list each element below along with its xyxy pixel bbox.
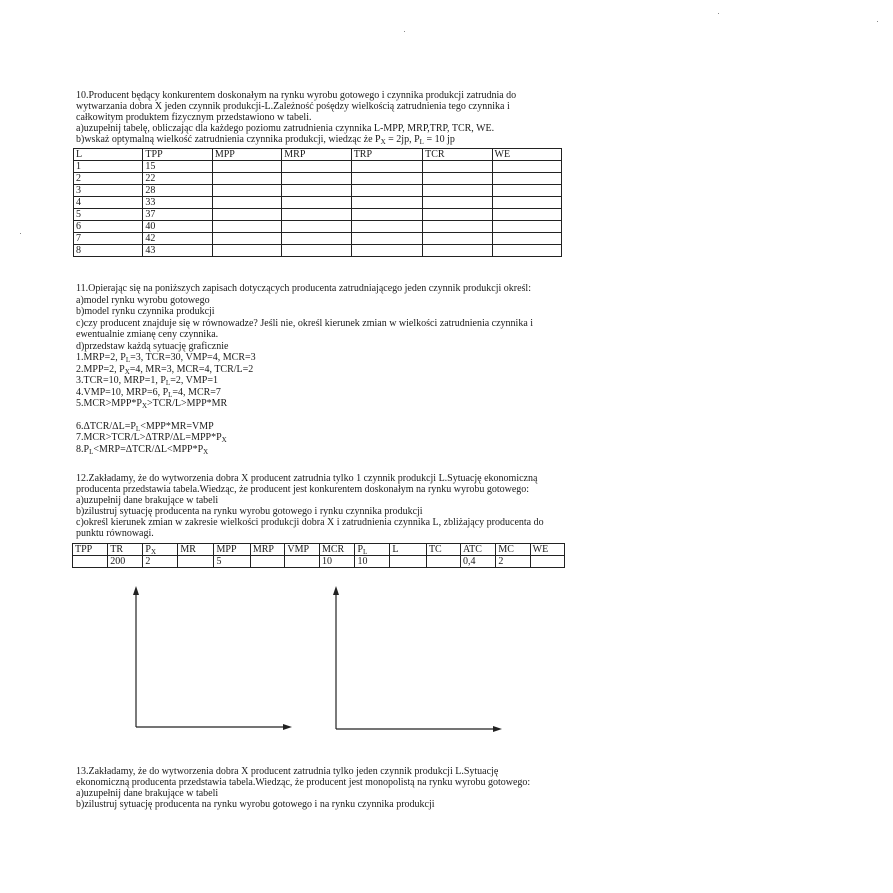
task11-line: b)model rynku czynnika produkcji: [76, 306, 215, 317]
task10-line-b: b)wskaż optymalną wielkość zatrudnienia czynnika produkcji, wiedząc że $P_X = 2jp$, $P_L = 10$ jp: [76, 134, 455, 146]
table-cell: [285, 556, 320, 568]
spacer: [76, 410, 576, 421]
table-row: [74, 161, 562, 173]
table-header-cell: TR: [108, 544, 143, 556]
table-cell: 2: [143, 556, 178, 568]
table-cell: [178, 556, 214, 568]
task11-item: $6.\Delta TCR/\Delta L=P_L<MPP*MR=VMP$: [76, 420, 214, 433]
task12-line: b)zilustruj sytuację producenta na rynku wyrobu gotowego i rynku czynnika produkcji: [76, 506, 423, 517]
table-header-row: [74, 149, 562, 161]
table-header-cell: $P_L$: [355, 544, 390, 556]
table-row: [74, 173, 562, 185]
table-header-cell: VMP: [285, 544, 320, 556]
task12-line: 12.Zakładamy, że do wytworzenia dobra X producent zatrudnia tylko 1 czynnik produkcji L.Sytuację ekonomiczną: [76, 473, 538, 484]
table-row: [73, 556, 565, 568]
table-header-cell: L: [74, 149, 143, 161]
task12-line: c)określ kierunek zmian w zakresie wielkości produkcji dobra X i zatrudnienia czynnika L, zbliżający producenta do: [76, 517, 544, 528]
table-header-cell: MR: [178, 544, 214, 556]
task11-item: 2.MPP=2, $P_X=4$, MR=3, MCR=4, TCR/L=2: [76, 363, 254, 376]
task11-line: ewentualnie zmianę ceny czynnika.: [76, 329, 219, 340]
task10-text: [76, 90, 576, 145]
table-cell: 37: [143, 209, 212, 221]
task13-line: 13.Zakładamy, że do wytworzenia dobra X producent zatrudnia tylko jeden czynnik produkcji L.Sytuację: [76, 766, 499, 777]
table-cell: 0,4: [461, 556, 496, 568]
task13-line: a)uzupełnij dane brakujące w tabeli: [76, 788, 219, 799]
task11-item: $8.P_L<MRP=\Delta TCR/\Delta L<MPP*P_X$: [76, 443, 209, 456]
table-header-cell: MRP: [282, 149, 351, 161]
task11-item: 4.VMP=10, MRP=6, $P_L=4$, MCR=7: [76, 386, 221, 399]
table-row: [74, 197, 562, 209]
table-cell: 43: [143, 245, 212, 257]
table-header-cell: TPP: [73, 544, 108, 556]
task11-line: c)czy producent znajduje się w równowadze? Jeśli nie, określ kierunek zmian w wielkości zatrudnienia czynnika i: [76, 317, 534, 329]
task11-item: 1.MRP=2, $P_L=3$, TCR=30, VMP=4, MCR=3: [76, 352, 256, 364]
table-cell: 6: [74, 221, 143, 233]
task12-line: a)uzupełnij dane brakujące w tabeli: [76, 495, 219, 506]
table-cell: 2: [496, 556, 530, 568]
task12-line: punktu równowagi.: [76, 528, 154, 539]
task11-item: $7.MCR>TCR/L>\Delta TRP/\Delta L=MPP*P_X$: [76, 432, 227, 444]
task11-text: [76, 283, 576, 455]
task10-line: wytwarzania dobra X jeden czynnik produkcji-L.Zależność pośędzy wielkością zatrudnienia tego czynnika i: [76, 101, 510, 112]
table-cell: 2: [74, 173, 143, 185]
table-cell: 15: [143, 161, 212, 173]
table-cell: 200: [108, 556, 143, 568]
x-axis-arrow-icon: [493, 726, 502, 732]
table-header-cell: MPP: [214, 544, 250, 556]
task10-line: a)uzupełnij tabelę, obliczając dla każdego poziomu zatrudnienia czynnika L-MPP, MRP,TRP, TCR, WE.: [76, 123, 495, 134]
table-cell: 5: [214, 556, 250, 568]
table-cell: 28: [143, 185, 212, 197]
table-cell: 8: [74, 245, 143, 257]
table-cell: 42: [143, 233, 212, 245]
table-header-cell: WE: [530, 544, 564, 556]
task13-line: b)zilustruj sytuację producenta na rynku wyrobu gotowego i na rynku czynnika produkcji: [76, 799, 435, 810]
graph-axes-left: [126, 586, 296, 736]
scan-speck: [404, 31, 405, 32]
table-header-cell: MC: [496, 544, 530, 556]
table-cell: [250, 556, 285, 568]
task11-line: 11.Opierając się na poniższych zapisach dotyczących producenta zatrudniającego jeden czynnik produkcji określ:: [76, 283, 531, 294]
task11-item: 3.TCR=10, MRP=1, $P_L=2$, VMP=1: [76, 375, 218, 387]
y-axis-arrow-icon: [333, 586, 339, 595]
table-header-cell: TRP: [351, 149, 422, 161]
table-cell: 33: [143, 197, 212, 209]
task12-table: [72, 543, 565, 568]
table-header-cell: MCR: [319, 544, 355, 556]
task13-text: [76, 766, 576, 810]
table-header-cell: WE: [492, 149, 561, 161]
table-cell: 22: [143, 173, 212, 185]
table-header-cell: L: [390, 544, 427, 556]
task13-line: ekonomiczną producenta przedstawia tabela.Wiedząc, że producent jest monopolistą na rynku wyrobu gotowego:: [76, 777, 531, 788]
table-cell: 10: [319, 556, 355, 568]
y-axis-arrow-icon: [133, 586, 139, 595]
table-row: [74, 209, 562, 221]
task10-table: [73, 148, 562, 257]
task11-line: a)model rynku wyrobu gotowego: [76, 294, 210, 306]
table-row: [74, 245, 562, 257]
x-axis-arrow-icon: [283, 724, 292, 730]
table-cell: 10: [355, 556, 390, 568]
table-cell: 4: [74, 197, 143, 209]
table-header-cell: TC: [426, 544, 460, 556]
table-header-cell: MRP: [250, 544, 285, 556]
task11-line: d)przedstaw każdą sytuację graficznie: [76, 340, 229, 352]
table-header-cell: TPP: [143, 149, 212, 161]
table-row: [74, 221, 562, 233]
scan-speck: [20, 233, 21, 234]
table-cell: 1: [74, 161, 143, 173]
table-cell: [390, 556, 427, 568]
table-cell: [530, 556, 564, 568]
table-row: [74, 185, 562, 197]
table-cell: 40: [143, 221, 212, 233]
task12-text: [76, 473, 576, 539]
table-cell: 3: [74, 185, 143, 197]
table-cell: [73, 556, 108, 568]
task10-line: całkowitym produktem fizycznym przedstawiono w tabeli.: [76, 112, 312, 123]
table-cell: 5: [74, 209, 143, 221]
table-cell: [426, 556, 460, 568]
table-header-cell: TCR: [423, 149, 492, 161]
graph-axes-right: [326, 586, 506, 736]
task12-line: producenta przedstawia tabela.Wiedząc, że producent jest konkurentem doskonałym na rynku wyrobu gotowego:: [76, 484, 530, 495]
scan-speck: [877, 21, 878, 22]
table-header-row: [73, 544, 565, 556]
table-header-cell: $P_X$: [143, 544, 178, 556]
task11-item: $5.MCR>MPP*P_X>TCR/L>MPP*MR$: [76, 398, 228, 410]
task10-line: 10.Producent będący konkurentem doskonałym na rynku wyrobu gotowego i czynnika produkcji zatrudnia do: [76, 90, 517, 101]
table-cell: 7: [74, 233, 143, 245]
scan-speck: [718, 13, 719, 14]
table-header-cell: ATC: [461, 544, 496, 556]
table-row: [74, 233, 562, 245]
table-header-cell: MPP: [212, 149, 281, 161]
